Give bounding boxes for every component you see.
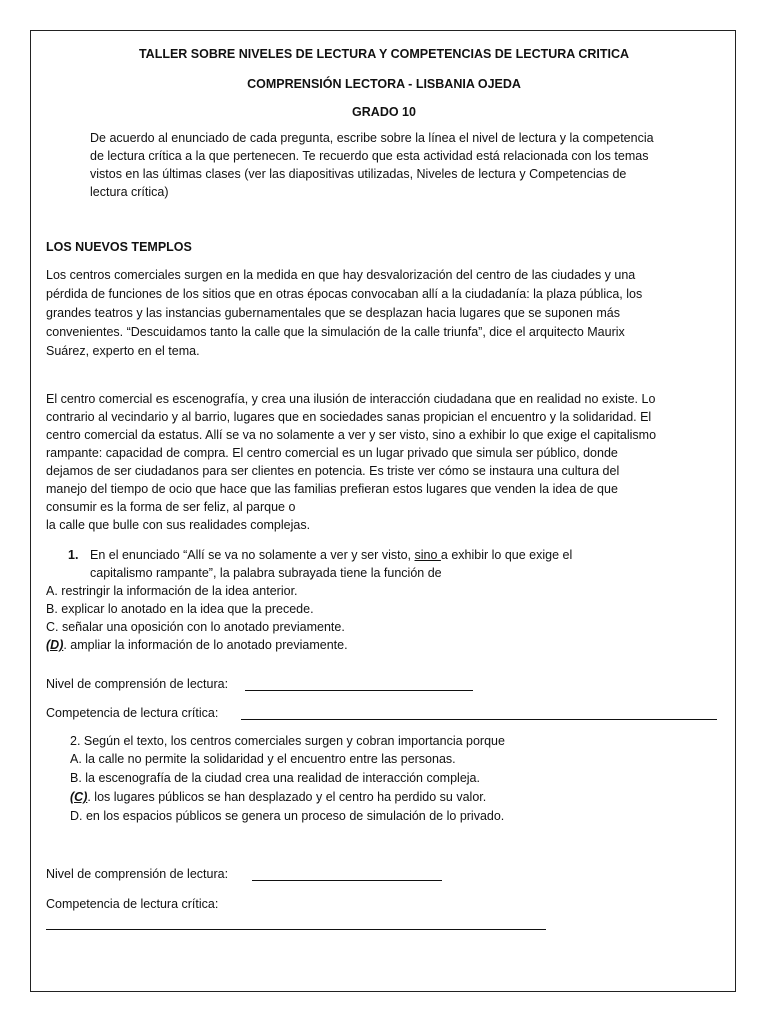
- document-page: [30, 30, 736, 992]
- question-text: 2. Según el texto, los centros comerciales surgen y cobran importancia porque: [70, 734, 505, 748]
- paragraph-line: dejamos de ser ciudadanos para ser clientes en potencia. Es triste ver cómo se instaura una cultura del: [46, 464, 620, 478]
- option-c-text: . los lugares públicos se han desplazado y el centro ha perdido su valor.: [87, 790, 487, 804]
- answer-mark: (D): [46, 638, 64, 652]
- option-b: B. explicar lo anotado en la idea que la precede.: [46, 602, 314, 616]
- paragraph-line: manejo del tiempo de ocio que hace que las familias prefieran estos lugares que venden la idea de que: [46, 482, 618, 496]
- instructions-line: lectura crítica): [90, 185, 169, 199]
- paragraph-line: consumir es la forma de ser feliz, al parque o: [46, 500, 296, 514]
- option-d-text: . ampliar la información de lo anotado previamente.: [63, 638, 348, 652]
- question-number: 1.: [68, 548, 79, 562]
- option-c: C. señalar una oposición con lo anotado previamente.: [46, 620, 345, 634]
- paragraph-line: convenientes. “Descuidamos tanto la calle que la simulación de la calle triunfa”, dice el arquitecto Maurix: [46, 325, 625, 339]
- critical-competence-answer-line[interactable]: [241, 719, 717, 720]
- option-c: [70, 788, 486, 807]
- paragraph-line: pérdida de funciones de los sitios que en otras épocas convocaban allí a la ciudadanía: la plaza pública, los: [46, 287, 643, 301]
- reading-level-answer-line[interactable]: [245, 690, 473, 691]
- reading-level-answer-line[interactable]: [252, 880, 442, 881]
- option-a: A. restringir la información de la idea anterior.: [46, 584, 298, 598]
- grade-label: GRADO 10: [352, 105, 416, 119]
- reading-level-label: Nivel de comprensión de lectura:: [46, 867, 229, 881]
- paragraph-line: El centro comercial es escenografía, y crea una ilusión de interacción ciudadana que en realidad no existe. Lo: [46, 392, 656, 406]
- critical-competence-answer-line[interactable]: [46, 929, 546, 930]
- paragraph-line: Suárez, experto en el tema.: [46, 344, 200, 358]
- instructions-line: vistos en las últimas clases (ver las diapositivas utilizadas, Niveles de lectura y Competencias de: [90, 167, 627, 181]
- instructions-line: De acuerdo al enunciado de cada pregunta, escribe sobre la línea el nivel de lectura y la competencia: [90, 131, 654, 145]
- paragraph-line: contrario al vecindario y al barrio, lugares que en sociedades sanas propician el encuentro y la solidaridad. El: [46, 410, 652, 424]
- document-title: TALLER SOBRE NIVELES DE LECTURA Y COMPETENCIAS DE LECTURA CRITICA: [138, 47, 630, 61]
- critical-competence-label: Competencia de lectura crítica:: [46, 897, 219, 911]
- document-subtitle: COMPRENSIÓN LECTORA - LISBANIA OJEDA: [247, 77, 521, 91]
- paragraph-line: centro comercial da estatus. Allí se va no solamente a ver y ser visto, sino a exhibir lo que exige el capitalismo: [46, 428, 657, 442]
- question-text: [90, 546, 572, 565]
- paragraph-line: Los centros comerciales surgen en la medida en que hay desvalorización del centro de las ciudades y una: [46, 268, 636, 282]
- option-d: [46, 636, 348, 655]
- critical-competence-label: Competencia de lectura crítica:: [46, 706, 219, 720]
- reading-level-label: Nivel de comprensión de lectura:: [46, 677, 229, 691]
- question-text-line2: capitalismo rampante”, la palabra subrayada tiene la función de: [90, 566, 442, 580]
- option-d: D. en los espacios públicos se genera un proceso de simulación de lo privado.: [70, 809, 505, 823]
- instructions-line: de lectura crítica a la que pertenecen. Te recuerdo que esta actividad está relacionada con los temas: [90, 149, 649, 163]
- paragraph-line: la calle que bulle con sus realidades complejas.: [46, 518, 311, 532]
- paragraph-line: grandes teatros y las instancias gubernamentales que se desplazan hacia lugares que se suponen más: [46, 306, 620, 320]
- paragraph-line: rampante: capacidad de compra. El centro comercial es un lugar privado que simula ser público, donde: [46, 446, 618, 460]
- answer-mark: (C): [70, 790, 88, 804]
- question-text-before: En el enunciado “Allí se va no solamente a ver y ser visto,: [90, 548, 415, 562]
- option-b: B. la escenografía de la ciudad crea una realidad de interacción compleja.: [70, 771, 480, 785]
- question-text-after: a exhibir lo que exige el: [440, 548, 573, 562]
- option-a: A. la calle no permite la solidaridad y el encuentro entre las personas.: [70, 752, 456, 766]
- section-title: LOS NUEVOS TEMPLOS: [46, 240, 192, 254]
- underlined-word: sino: [414, 548, 441, 562]
